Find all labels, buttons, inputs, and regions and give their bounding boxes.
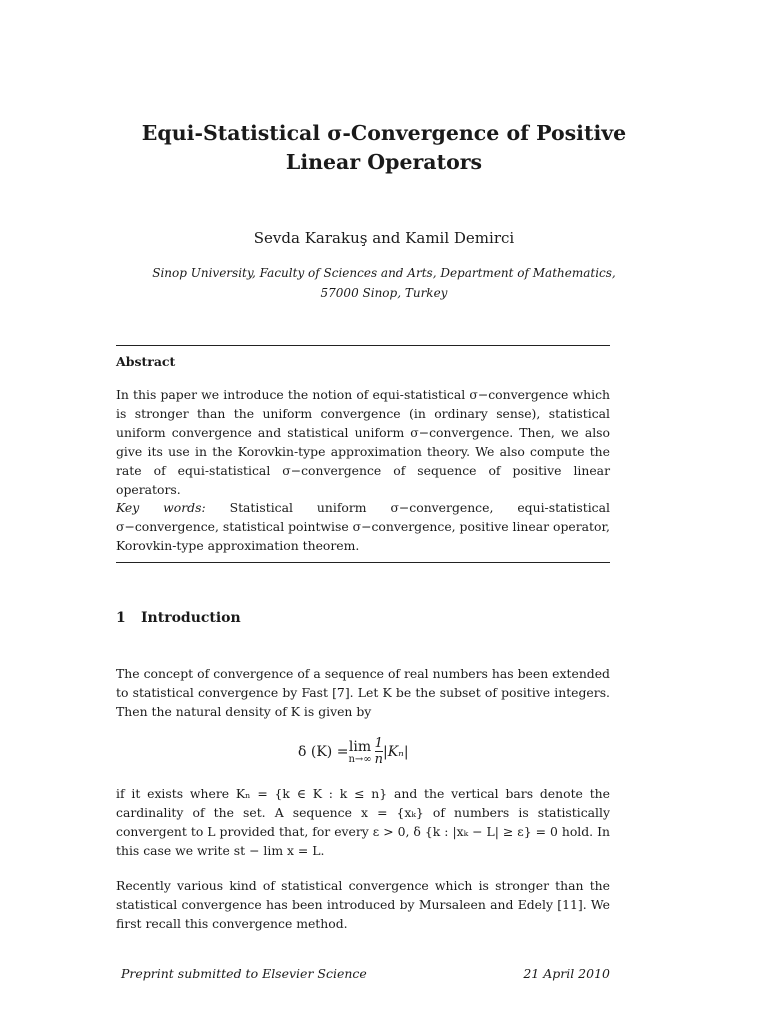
intro-paragraph-1: The concept of convergence of a sequence of real numbers has been extended to statistical convergence by Fast [7]. Let K be the subset of positive integers. Then the natural density of K is given by — [116, 666, 610, 719]
keywords-label: Key words: — [116, 500, 206, 515]
affiliation-line-2: 57000 Sinop, Turkey — [320, 286, 448, 300]
section-number: 1 — [116, 610, 126, 626]
density-equation — [0, 736, 768, 767]
intro-paragraph-2: if it exists where Kₙ = {k ∈ K : k ≤ n} and the vertical bars denote the cardinality of the set. A sequence x = {xₖ} of numbers is statistically convergent to L provided that, for every ε > 0, δ {k : |xₖ − L| ≥ ε} = 0 hold. In this case we write st − lim x = L. — [116, 786, 610, 858]
paper-title-line-1: Equi-Statistical σ-Convergence of Positive — [141, 121, 627, 145]
equation-lim-word: lim — [348, 738, 372, 755]
equation-lhs: δ (K) = — [298, 743, 349, 760]
fraction-numerator: 1 — [374, 736, 383, 751]
abstract-top-rule — [116, 345, 610, 346]
affiliation-line-1: Sinop University, Faculty of Sciences and Arts, Department of Mathematics, — [152, 266, 616, 280]
paper-title-line-2: Linear Operators — [285, 150, 483, 174]
keywords — [116, 498, 610, 555]
section-heading — [116, 610, 241, 626]
footer-preprint-note: Preprint submitted to Elsevier Science — [121, 966, 367, 981]
equation-rhs: |Kₙ| — [382, 743, 409, 760]
abstract-heading: Abstract — [116, 354, 176, 369]
abstract-text: In this paper we introduce the notion of equi-statistical σ−convergence which is stronger than the uniform convergence (in ordinary sense), statistical uniform convergence and statistical uniform σ−convergence. Then, we also give its use in the Korovkin-type approximation theory. We also compute the rate of equi-statistical σ−convergence of sequence of positive linear operators. — [116, 387, 610, 497]
equation-limit — [348, 739, 371, 765]
section-title: Introduction — [141, 610, 241, 626]
abstract-bottom-rule — [116, 562, 610, 563]
equation-fraction — [375, 736, 383, 767]
equation-lim-subscript: n→∞ — [348, 753, 372, 765]
fraction-denominator: n — [374, 752, 383, 767]
keywords-text: Statistical uniform σ−convergence, equi-statistical σ−convergence, statistical pointwise σ−convergence, positive linear operator, Korovkin-type approximation theorem. — [116, 500, 610, 553]
intro-paragraph-3: Recently various kind of statistical convergence which is stronger than the statistical convergence has been introduced by Mursaleen and Edely [11]. We first recall this convergence method. — [116, 878, 610, 931]
footer-date: 21 April 2010 — [523, 966, 610, 981]
authors: Sevda Karakuş and Kamil Demirci — [253, 229, 515, 247]
